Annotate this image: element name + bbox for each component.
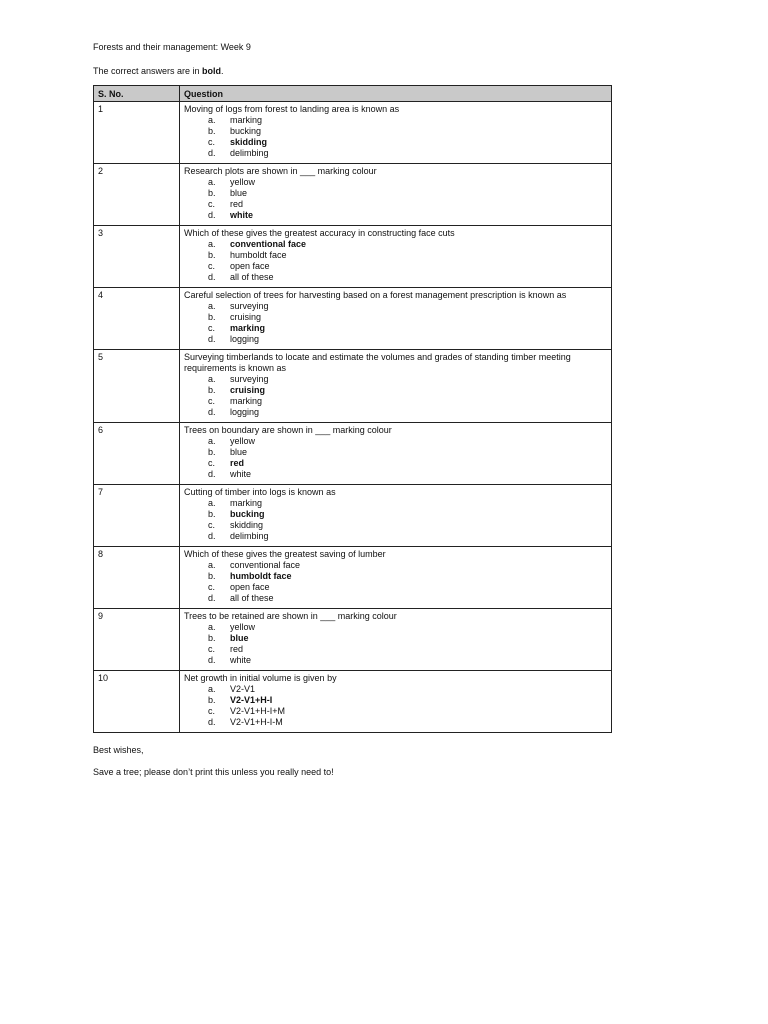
option-list [184, 684, 607, 728]
question-cell [180, 288, 612, 350]
option-item [184, 250, 607, 261]
option-item [184, 582, 607, 593]
option-item [184, 126, 607, 137]
option-item [184, 334, 607, 345]
option-text: V2-V1 [230, 684, 256, 694]
option-letter: b. [208, 447, 216, 457]
table-row [94, 485, 612, 547]
option-letter: b. [208, 509, 216, 519]
question-text: Net growth in initial volume is given by [184, 673, 337, 683]
option-item [184, 374, 607, 385]
table-row [94, 671, 612, 733]
question-cell [180, 350, 612, 423]
option-item [184, 531, 607, 542]
option-letter: b. [208, 312, 216, 322]
option-item [184, 498, 607, 509]
table-row [94, 288, 612, 350]
question-cell [180, 164, 612, 226]
option-letter: c. [208, 199, 216, 209]
option-item [184, 436, 607, 447]
option-item [184, 447, 607, 458]
option-letter: b. [208, 571, 216, 581]
question-cell [180, 485, 612, 547]
question-cell [180, 226, 612, 288]
option-letter: a. [208, 436, 216, 446]
correct-answer-text: bucking [230, 509, 265, 519]
option-text: blue [230, 447, 248, 457]
question-number: 2 [94, 164, 180, 226]
option-item [184, 301, 607, 312]
option-item [184, 115, 607, 126]
option-item [184, 188, 607, 199]
quiz-body [94, 102, 612, 733]
option-letter: a. [208, 498, 216, 508]
correct-answer-text: red [230, 458, 245, 468]
option-text: marking [230, 396, 263, 406]
option-item [184, 385, 607, 396]
option-letter: a. [208, 301, 216, 311]
table-row [94, 164, 612, 226]
question-cell [180, 609, 612, 671]
document-title: Forests and their management: Week 9 [93, 42, 251, 52]
option-text: delimbing [230, 148, 269, 158]
print-note: Save a tree; please don’t print this unless you really need to! [93, 767, 334, 777]
option-text: open face [230, 261, 270, 271]
table-row [94, 423, 612, 485]
option-letter: c. [208, 458, 216, 468]
option-letter: c. [208, 261, 216, 271]
option-text: delimbing [230, 531, 269, 541]
option-text: red [230, 199, 244, 209]
correct-answer-text: humboldt face [230, 571, 292, 581]
option-text: blue [230, 188, 248, 198]
option-text: skidding [230, 520, 264, 530]
question-number: 4 [94, 288, 180, 350]
table-row [94, 102, 612, 164]
option-item [184, 210, 607, 221]
option-letter: a. [208, 177, 216, 187]
option-list [184, 239, 607, 283]
option-letter: b. [208, 188, 216, 198]
option-item [184, 323, 607, 334]
table-row [94, 350, 612, 423]
question-cell [180, 671, 612, 733]
table-row [94, 547, 612, 609]
option-letter: c. [208, 582, 216, 592]
option-list [184, 301, 607, 345]
table-row [94, 226, 612, 288]
option-item [184, 148, 607, 159]
option-letter: a. [208, 622, 216, 632]
question-cell [180, 102, 612, 164]
option-item [184, 199, 607, 210]
question-cell [180, 547, 612, 609]
option-text: marking [230, 498, 263, 508]
option-text: all of these [230, 272, 274, 282]
option-item [184, 272, 607, 283]
option-text: cruising [230, 312, 262, 322]
table-header-row [94, 86, 612, 102]
option-list [184, 115, 607, 159]
option-list [184, 177, 607, 221]
option-item [184, 520, 607, 531]
option-letter: a. [208, 684, 216, 694]
option-letter: d. [208, 717, 216, 727]
option-letter: c. [208, 323, 216, 333]
option-item [184, 655, 607, 666]
question-text: Moving of logs from forest to landing area is known as [184, 104, 400, 114]
question-number: 5 [94, 350, 180, 423]
option-item [184, 706, 607, 717]
option-letter: d. [208, 272, 216, 282]
quiz-table [93, 85, 612, 733]
option-text: yellow [230, 436, 256, 446]
option-item [184, 261, 607, 272]
option-letter: b. [208, 385, 216, 395]
document-page [93, 40, 613, 779]
option-item [184, 593, 607, 604]
option-text: all of these [230, 593, 274, 603]
question-number: 10 [94, 671, 180, 733]
option-text: red [230, 644, 244, 654]
option-text: yellow [230, 622, 256, 632]
option-letter: c. [208, 520, 216, 530]
option-letter: d. [208, 469, 216, 479]
option-letter: d. [208, 210, 216, 220]
option-letter: b. [208, 633, 216, 643]
intro-line [93, 64, 613, 78]
option-list [184, 436, 607, 480]
option-item [184, 312, 607, 323]
option-text: yellow [230, 177, 256, 187]
option-item [184, 137, 607, 148]
option-text: conventional face [230, 560, 301, 570]
correct-answer-text: conventional face [230, 239, 307, 249]
header-question: Question [180, 86, 612, 102]
option-item [184, 469, 607, 480]
option-text: humboldt face [230, 250, 287, 260]
option-item [184, 633, 607, 644]
option-letter: a. [208, 560, 216, 570]
option-item [184, 458, 607, 469]
option-letter: b. [208, 126, 216, 136]
option-letter: c. [208, 396, 216, 406]
option-text: marking [230, 115, 263, 125]
question-number: 9 [94, 609, 180, 671]
option-text: bucking [230, 126, 262, 136]
intro-bold-word: bold [202, 66, 222, 76]
option-letter: d. [208, 334, 216, 344]
option-list [184, 374, 607, 418]
header-sno: S. No. [94, 86, 180, 102]
intro-prefix: The correct answers are in [93, 66, 203, 76]
option-letter: a. [208, 115, 216, 125]
question-text: Which of these gives the greatest saving of lumber [184, 549, 386, 559]
table-row [94, 609, 612, 671]
option-item [184, 622, 607, 633]
option-letter: c. [208, 644, 216, 654]
option-letter: d. [208, 655, 216, 665]
option-item [184, 396, 607, 407]
correct-answer-text: V2-V1+H-I [230, 695, 273, 705]
correct-answer-text: marking [230, 323, 266, 333]
option-text: open face [230, 582, 270, 592]
option-letter: b. [208, 250, 216, 260]
option-list [184, 498, 607, 542]
option-text: logging [230, 407, 260, 417]
question-text: Trees on boundary are shown in ___ marking colour [184, 425, 392, 435]
question-text: Research plots are shown in ___ marking colour [184, 166, 377, 176]
option-text: surveying [230, 301, 269, 311]
option-text: V2-V1+H-I+M [230, 706, 286, 716]
question-number: 6 [94, 423, 180, 485]
option-item [184, 717, 607, 728]
option-letter: d. [208, 593, 216, 603]
option-text: surveying [230, 374, 269, 384]
question-text: Cutting of timber into logs is known as [184, 487, 336, 497]
option-item [184, 684, 607, 695]
option-list [184, 560, 607, 604]
question-text: Careful selection of trees for harvesting based on a forest management prescription is known as [184, 290, 567, 300]
option-text: white [230, 469, 252, 479]
option-letter: a. [208, 374, 216, 384]
option-letter: d. [208, 407, 216, 417]
option-item [184, 560, 607, 571]
question-text: Which of these gives the greatest accuracy in constructing face cuts [184, 228, 455, 238]
question-number: 1 [94, 102, 180, 164]
question-number: 7 [94, 485, 180, 547]
option-letter: d. [208, 531, 216, 541]
option-item [184, 239, 607, 250]
option-list [184, 622, 607, 666]
question-number: 3 [94, 226, 180, 288]
option-text: logging [230, 334, 260, 344]
question-number: 8 [94, 547, 180, 609]
option-item [184, 509, 607, 520]
option-text: V2-V1+H-I-M [230, 717, 283, 727]
option-item [184, 571, 607, 582]
option-letter: c. [208, 137, 216, 147]
option-letter: a. [208, 239, 216, 249]
option-letter: d. [208, 148, 216, 158]
option-item [184, 695, 607, 706]
correct-answer-text: white [230, 210, 254, 220]
option-letter: b. [208, 695, 216, 705]
option-text: white [230, 655, 252, 665]
option-item [184, 644, 607, 655]
closing-text: Best wishes, [93, 745, 144, 755]
correct-answer-text: skidding [230, 137, 268, 147]
question-cell [180, 423, 612, 485]
question-text: Trees to be retained are shown in ___ marking colour [184, 611, 397, 621]
option-item [184, 177, 607, 188]
correct-answer-text: cruising [230, 385, 266, 395]
option-letter: c. [208, 706, 216, 716]
option-item [184, 407, 607, 418]
question-text: Surveying timberlands to locate and estimate the volumes and grades of standing timber meeting requirements is known as [184, 352, 571, 373]
intro-suffix: . [221, 66, 224, 76]
correct-answer-text: blue [230, 633, 249, 643]
